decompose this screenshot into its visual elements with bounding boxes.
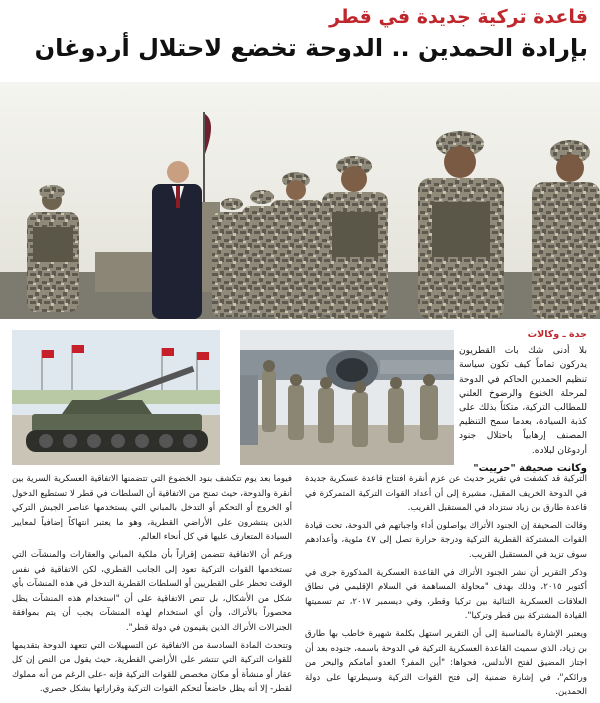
tank-photo [12,330,220,465]
paragraph: التركية قد كشفت في تقرير حديث عن عزم أنقرة افتتاح قاعدة عسكرية جديدة في الدوحة الخريف المقبل، مشيرة إلى أن أعداد القوات التركية المتمركزة في قاعدة طارق بن زياد ستزداد في المستقبل القريب. [305,474,587,514]
hero-photo [0,82,600,319]
paragraph: وقالت الصحيفة إن الجنود الأتراك يواصلون أداء واجباتهم في الدوحة، تحت قيادة القوات المشتركة القطرية التركية ودرجة حرارة تصل إلى ٤٧ مئوية، وأعدادهم سوف تزيد في المستقبل القريب. [305,520,587,560]
paragraph: وتتحدث المادة السادسة من الاتفاقية عن التسهيلات التي تتعهد الدوحة بتقديمها للقوات التركية التي تنتشر على الأراضي القطرية، حيث يقول من النص إن كل عقار أو منشأة أو مكان مخصص للقوات التركية فإنه -على الرغم من أنه مملوك لقطر- إلا أنه يظل خاضعاً لتحكم القوات التركية وقراراتها بشكل حصري. [12,640,292,695]
article-headline: بإرادة الحمدين .. الدوحة تخضع لاحتلال أردوغان [34,34,588,62]
paragraph: وذكر التقرير أن نشر الجنود الأتراك في القاعدة العسكرية المذكورة جرى في أكتوبر ٢٠١٥، وذلك بهدف "محاولة المساهمة في السلام الإقليمي في نطاق العلاقات العسكرية الثنائية بين تركيا وقطر، وفي ديسمبر ٢٠١٧، تم تسميتها القيادة المشتركة بين قطر وتركيا". [305,567,587,622]
paragraph: ويعتبر الإشارة بالمناسبة إلى أن التقرير استهل بكلمة شهيرة خاطب بها طارق بن زياد، الذي سميت القاعدة العسكرية التركية في الدوحة باسمه، جنوده بعد أن اجتاز المضيق لفتح الأندلس، فحواها: "أين المفر؟ العدو أمامكم والبحر من ورائكم"، في إشارة ضمنية إلى فتح القوات التركية وسيطرتها على دولة الحمدين. [305,628,587,698]
paragraph: ورغم أن الاتفاقية تتضمن إقراراً بأن ملكية المباني والعقارات والمنشآت التي تستخدمها القوات التركية تعود إلى الجانب القطري، لكن الاتفاقية في نفس الوقت تحظر على القطريين أو السلطات القطرية التدخل في هذه المنشآت بأي شكل من الأشكال، بل تنص الاتفاقية على أن "استخدام هذه المنشآت يظل محصوراً بالأتراك، وأن أي استخدام لهذه المنشآت يجب أن يتم بموافقة الجنرالات الأتراك الذين يقيمون في دولة قطر". [12,549,292,633]
section-subhead: وكانت صحيفة "حرييت" [473,462,587,474]
dateline: جدة ـ وكالات [527,329,587,340]
article-left-column [12,472,292,700]
article-right-column [305,472,587,703]
article-intro-column [459,328,587,478]
paragraph: فيوما بعد يوم تتكشف بنود الخضوع التي تتضمنها الاتفاقية العسكرية السرية بين أنقرة والدوحة، حيث تمنح من الاتفاقية أن السلطات في قطر لا تستطيع الدخول أو الخروج أو التحكم أو التدخل بالمباني التي يستخدمها عناصر الجيش التركي الذين ينتشرون على الأراضي القطرية، وهو ما يعتبر انتهاكاً إضافياً لمعايير السيادة المتعارف عليها في كل أنحاء العالم. [12,474,292,543]
article-kicker: قاعدة تركية جديدة في قطر [329,6,588,28]
soldiers-plane-photo [240,330,454,465]
intro-paragraph: بلا أدنى شك بات القطريون يدركون تماماً كيف تكون سياسة تنظيم الحمدين الحاكم في الدوحة لمرحلة الخنوع والرضوخ العلني للمطالب التركية، متكئاً بذلك على كذبة السيادة، بعدما سمح التنظيم المصنف إرهابياً باحتلال جنود أردوغان لبلاده. [459,346,587,456]
